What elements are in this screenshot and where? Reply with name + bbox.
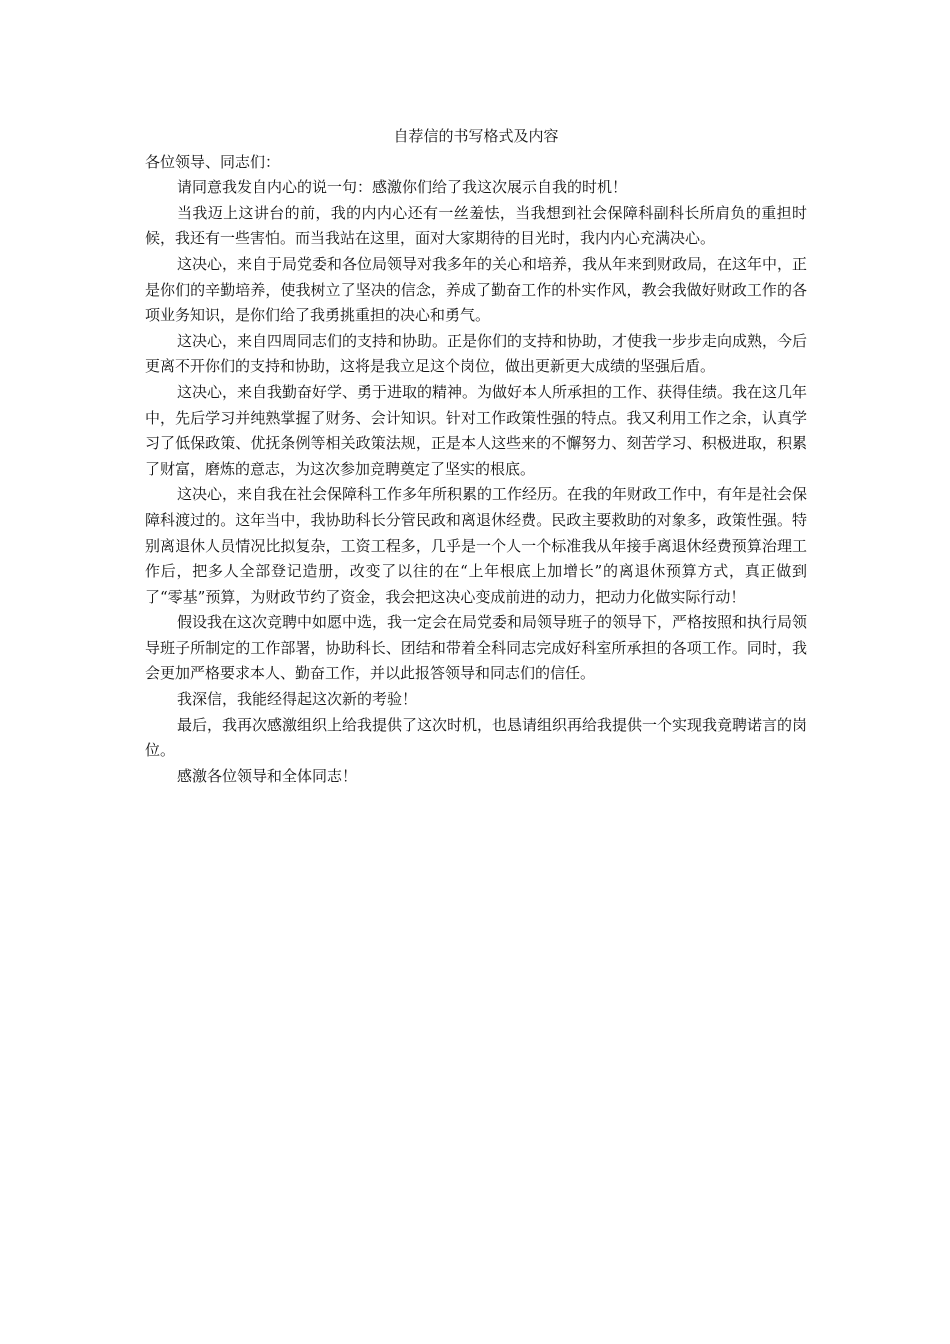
paragraph-commitment: 假设我在这次竞聘中如愿中选，我一定会在局党委和局领导班子的领导下，严格按照和执行局领导班子所制定的工作部署，协助科长、团结和带着全科同志完成好科室所承担的各项工作。同时，我会更加严格要求本人、勤奋工作，并以此报答领导和同志们的信任。 — [145, 613, 808, 683]
paragraph-diligence: 这决心，来自我勤奋好学、勇于进取的精神。为做好本人所承担的工作、获得佳绩。我在这几年中，先后学习并纯熟掌握了财务、会计知识。针对工作政策性强的特点。我又利用工作之余，认真学习了低保政策、优抚条例等相关政策法规，正是本人这些来的不懈努力、刻苦学习、积极进取，积累了财富，磨炼的意志，为这次参加竞聘奠定了坚实的根底。 — [145, 382, 808, 478]
paragraph-gratitude: 请同意我发自内心的说一句：感激你们给了我这次展示自我的时机！ — [177, 178, 628, 197]
paragraph-experience: 这决心，来自我在社会保障科工作多年所积累的工作经历。在我的年财政工作中，有年是社会保障科渡过的。这年当中，我协助科长分管民政和离退休经费。民政主要救助的对象多，政策性强。特别离退休人员情况比拟复杂，工资工程多，几乎是一个人一个标准我从年接手离退休经费预算治理工作后，把多人全部登记造册，改变了以往的在“上年根底上加增长”的离退休预算方式，真正做到了“零基”预算，为财政节约了资金，我会把这决心变成前进的动力，把动力化做实际行动！ — [145, 485, 808, 606]
paragraph-closing-request: 最后，我再次感激组织上给我提供了这次时机，也恳请组织再给我提供一个实现我竟聘诺言的岗位。 — [145, 715, 808, 760]
document-title: 自荐信的书写格式及内容 — [393, 127, 559, 145]
paragraph-thanks: 感激各位领导和全体同志！ — [177, 766, 358, 785]
paragraph-nervousness: 当我迈上这讲台的前，我的内内心还有一丝羞怯，当我想到社会保障科副科长所肩负的重担时候，我还有一些害怕。而当我站在这里，面对大家期待的目光时，我内内心充满决心。 — [145, 203, 807, 248]
salutation: 各位领导、同志们： — [145, 152, 281, 171]
paragraph-confidence: 我深信，我能经得起这次新的考验！ — [177, 690, 418, 709]
paragraph-leadership-support: 这决心，来自于局党委和各位局领导对我多年的关心和培养，我从年来到财政局，在这年中，正是你们的辛勤培养，使我树立了坚决的信念，养成了勤奋工作的朴实作风，教会我做好财政工作的各项业务知识，是你们给了我勇挑重担的决心和勇气。 — [145, 254, 808, 325]
document-body — [145, 124, 807, 789]
paragraph-colleague-support: 这决心，来自四周同志们的支持和协助。正是你们的支持和协助，才使我一步步走向成熟，今后更离不开你们的支持和协助，这将是我立足这个岗位，做出更新更大成绩的坚强后盾。 — [145, 331, 808, 376]
